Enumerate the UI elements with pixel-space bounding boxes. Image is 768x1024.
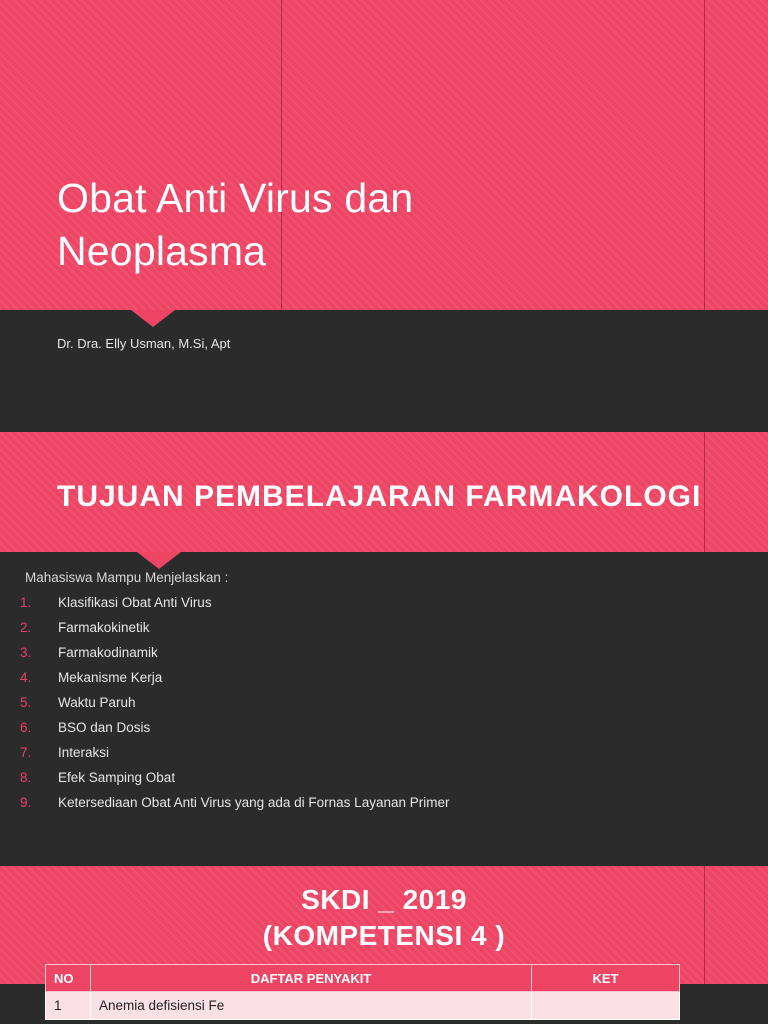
slide-3-title-line-1: SKDI _ 2019 xyxy=(301,884,467,915)
slide-3-title-line-2: (KOMPETENSI 4 ) xyxy=(262,920,506,951)
cell-disease: Anemia defisiensi Fe xyxy=(91,992,532,1020)
notch-decoration xyxy=(131,310,175,327)
list-number: 3. xyxy=(20,645,32,660)
slide-1 xyxy=(0,0,768,432)
skdi-table xyxy=(45,964,680,1020)
list-text: Ketersediaan Obat Anti Virus yang ada di Fornas Layanan Primer xyxy=(58,795,450,810)
slide-1-subtitle-band xyxy=(0,310,768,432)
slide-2-intro: Mahasiswa Mampu Menjelaskan : xyxy=(25,570,229,585)
slide-3-title xyxy=(0,882,768,954)
slide-3 xyxy=(0,866,768,1024)
slide-2 xyxy=(0,432,768,866)
list-text: Mekanisme Kerja xyxy=(58,670,163,685)
decor-line xyxy=(704,0,705,310)
column-header-no: NO xyxy=(46,965,91,992)
cell-ket xyxy=(532,992,680,1020)
list-number: 5. xyxy=(20,695,32,710)
list-number: 1. xyxy=(20,595,32,610)
column-header-ket: KET xyxy=(532,965,680,992)
slide-1-title-line-1: Obat Anti Virus dan xyxy=(57,175,414,221)
column-header-disease: DAFTAR PENYAKIT xyxy=(91,965,532,992)
cell-no: 1 xyxy=(46,992,91,1020)
slide-1-author: Dr. Dra. Elly Usman, M.Si, Apt xyxy=(57,336,231,351)
slide-1-title xyxy=(57,172,413,278)
notch-decoration xyxy=(137,552,181,569)
table-header-row xyxy=(46,965,680,992)
list-number: 8. xyxy=(20,770,32,785)
table-row xyxy=(46,992,680,1020)
list-number: 7. xyxy=(20,745,32,760)
list-text: Farmakodinamik xyxy=(58,645,158,660)
slide-2-title: TUJUAN PEMBELAJARAN FARMAKOLOGI xyxy=(57,480,702,513)
slide-2-content-band xyxy=(0,552,768,866)
list-number: 4. xyxy=(20,670,32,685)
list-text: Klasifikasi Obat Anti Virus xyxy=(58,595,212,610)
list-text: Waktu Paruh xyxy=(58,695,136,710)
slide-2-title-band xyxy=(0,432,768,552)
slide-1-title-line-2: Neoplasma xyxy=(57,228,267,274)
list-text: Farmakokinetik xyxy=(58,620,150,635)
decor-line xyxy=(704,432,705,552)
slide-1-title-band xyxy=(0,0,768,310)
list-number: 6. xyxy=(20,720,32,735)
list-text: Efek Samping Obat xyxy=(58,770,176,785)
list-text: BSO dan Dosis xyxy=(58,720,151,735)
list-text: Interaksi xyxy=(58,745,110,760)
list-number: 9. xyxy=(20,795,32,810)
list-number: 2. xyxy=(20,620,32,635)
